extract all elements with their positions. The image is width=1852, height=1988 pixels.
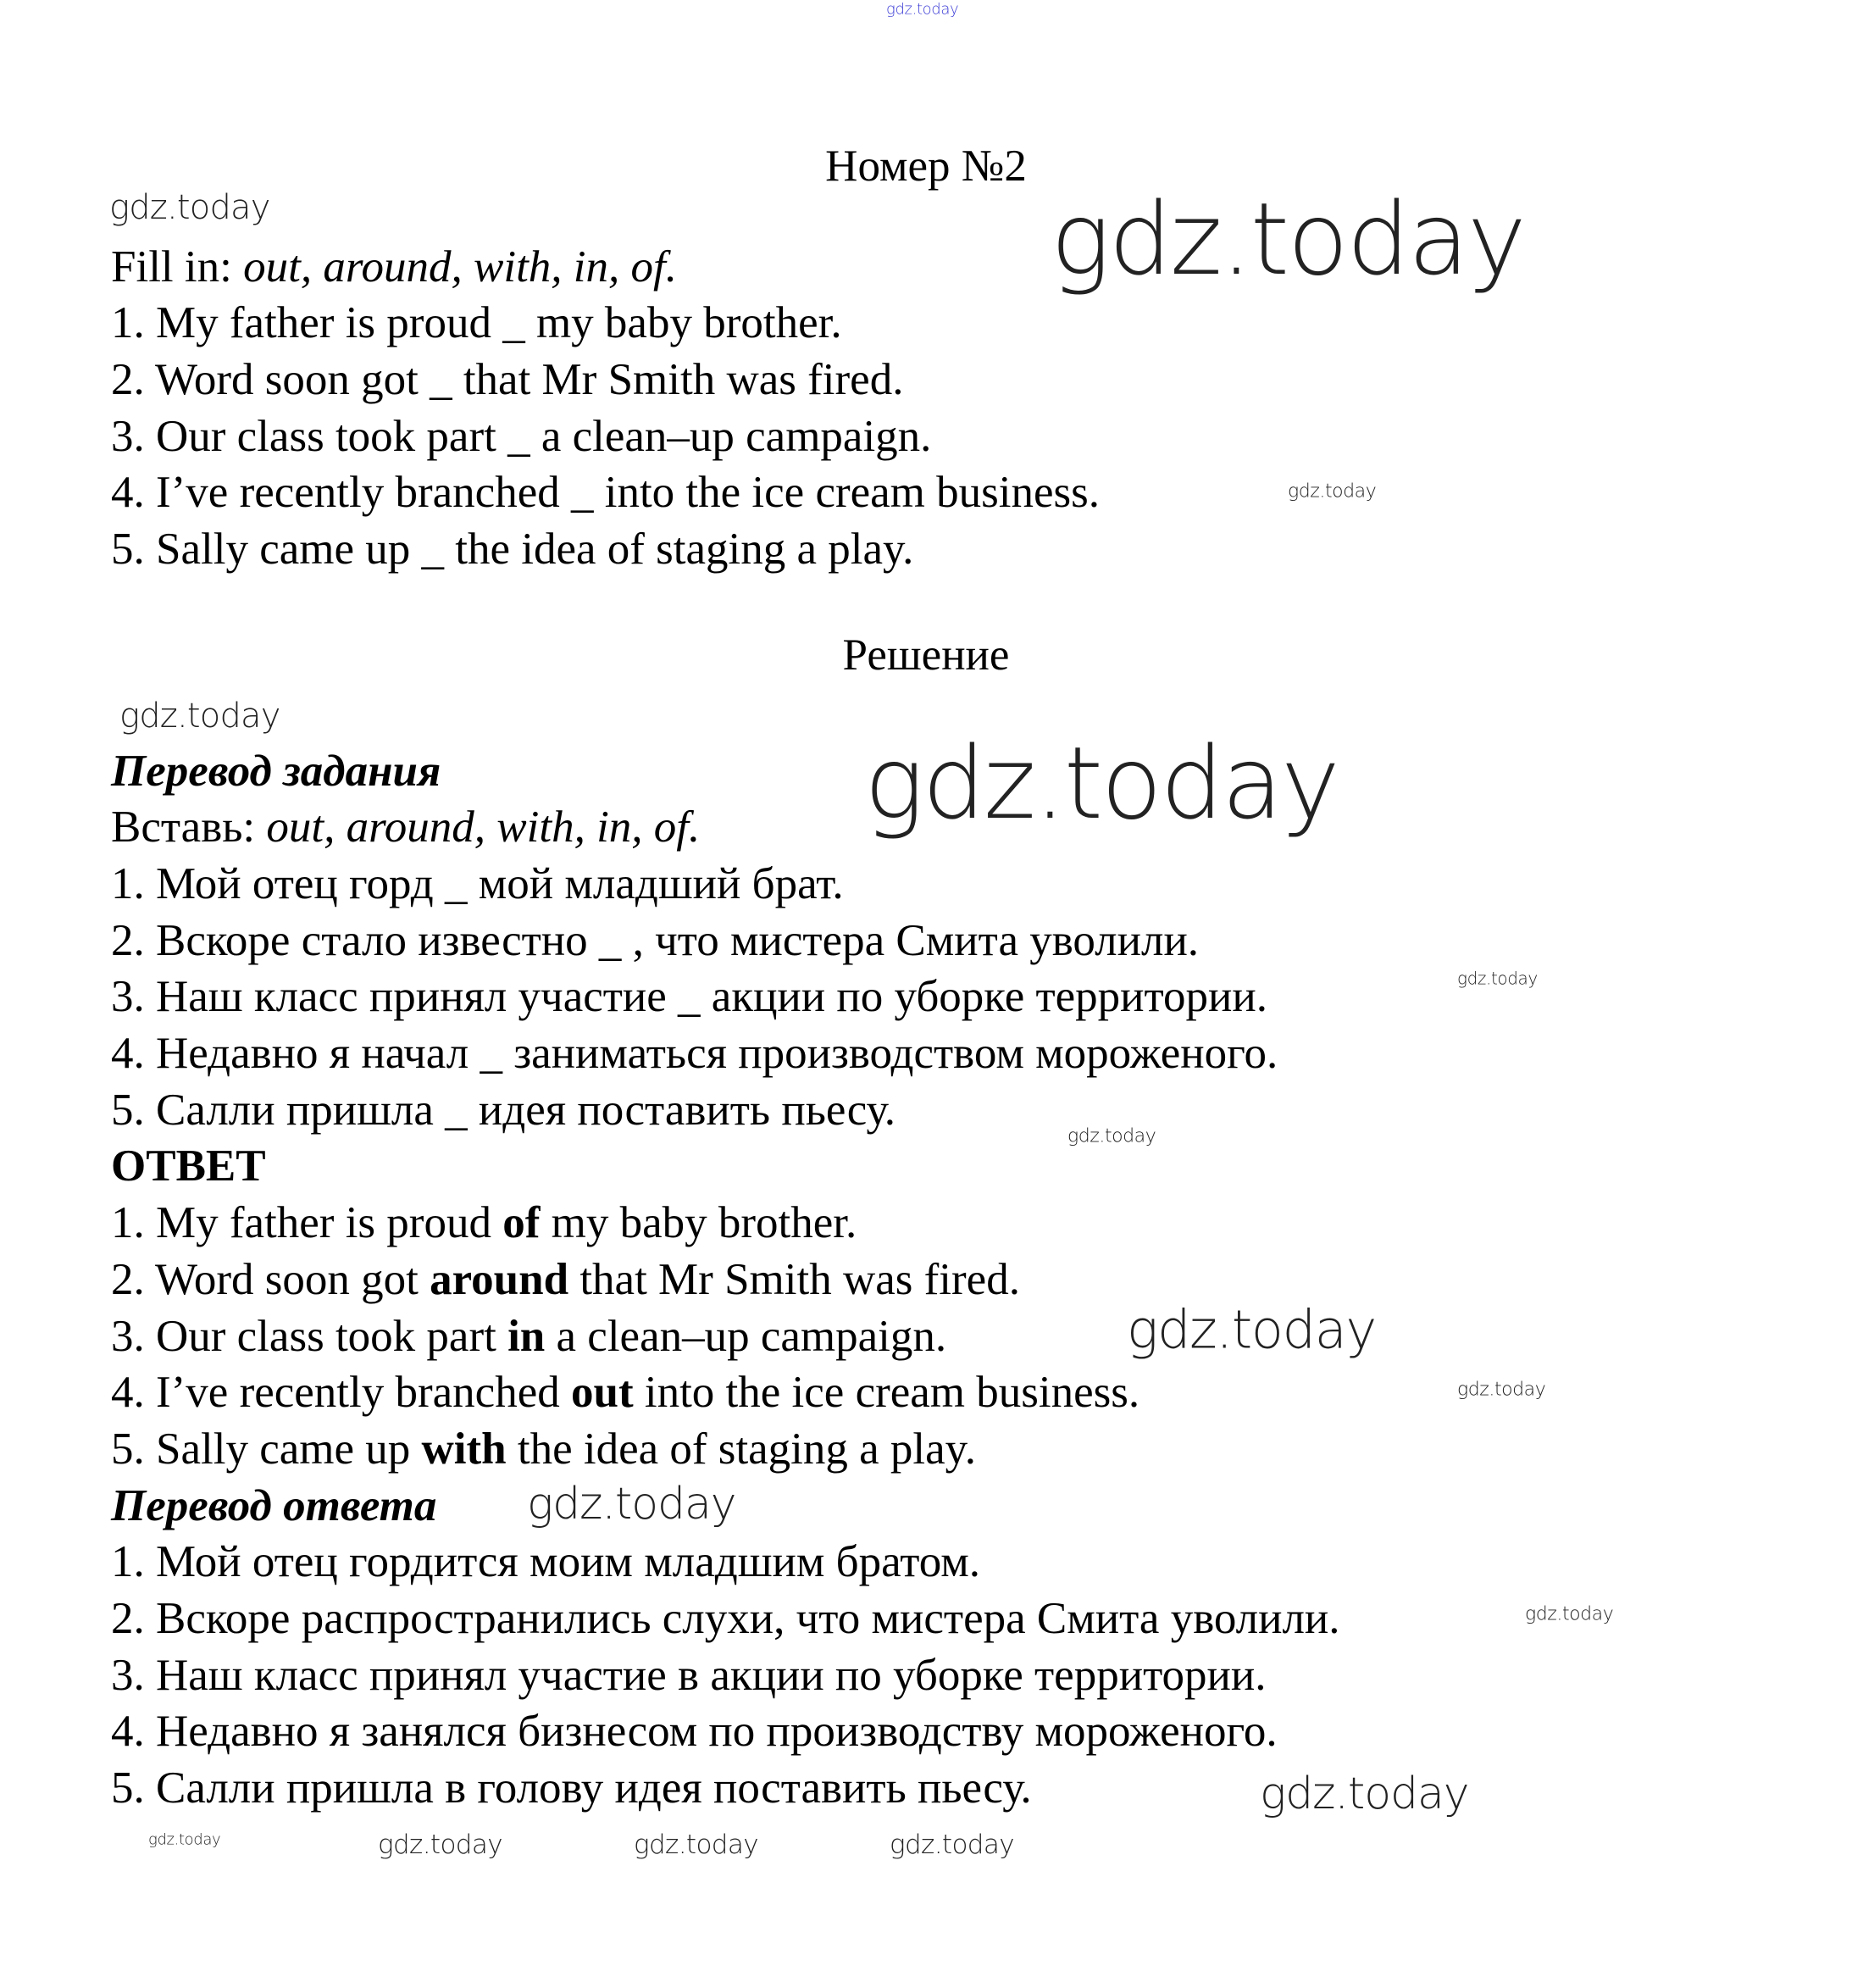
solution-heading: Решение bbox=[842, 630, 1010, 680]
solution-line bbox=[111, 1703, 1278, 1760]
solution-line bbox=[111, 1025, 1278, 1082]
bold-segment: in bbox=[507, 1311, 546, 1361]
solution-line bbox=[111, 1647, 1267, 1704]
watermark: gdz.today bbox=[109, 188, 270, 227]
watermark: gdz.today bbox=[148, 1830, 221, 1849]
text-segment: 1. My father is proud _ my baby brother. bbox=[111, 298, 842, 348]
bold-segment: ОТВЕТ bbox=[111, 1141, 266, 1191]
watermark: gdz.today bbox=[864, 725, 1339, 842]
watermark: gdz.today bbox=[1457, 1379, 1546, 1401]
watermark: gdz.today bbox=[1067, 1125, 1156, 1147]
solution-line bbox=[111, 1591, 1340, 1647]
solution-line bbox=[111, 1364, 1139, 1421]
text-segment: Вставь: bbox=[111, 802, 267, 852]
solution-line bbox=[111, 1082, 896, 1139]
text-segment: into the ice cream business. bbox=[633, 1368, 1140, 1418]
solution-line bbox=[111, 1534, 980, 1591]
task-line bbox=[111, 464, 1100, 521]
task-line bbox=[111, 521, 913, 578]
task-line bbox=[111, 239, 677, 296]
solution-line bbox=[111, 1478, 436, 1535]
text-segment: 5. Sally came up _ the idea of staging a play. bbox=[111, 525, 914, 574]
watermark: gdz.today bbox=[634, 1830, 758, 1861]
bold-segment: out bbox=[570, 1368, 634, 1418]
solution-line bbox=[111, 1421, 976, 1478]
watermark: gdz.today bbox=[527, 1479, 736, 1530]
bold-segment: with bbox=[421, 1424, 507, 1474]
task-line bbox=[111, 295, 842, 352]
watermark: gdz.today bbox=[1260, 1769, 1469, 1820]
solution-line bbox=[111, 1252, 1020, 1308]
solution-line bbox=[111, 799, 700, 856]
text-segment: my baby brother. bbox=[540, 1198, 857, 1248]
bold-segment: of bbox=[502, 1198, 541, 1248]
watermark: gdz.today bbox=[378, 1830, 502, 1861]
watermark: gdz.today bbox=[890, 1830, 1014, 1861]
watermark: gdz.today bbox=[119, 697, 280, 736]
solution-line bbox=[111, 1138, 266, 1195]
text-segment: 4. I’ve recently branched _ into the ice cream business. bbox=[111, 468, 1101, 518]
italic-segment: out, around, with, in, of. bbox=[266, 802, 701, 852]
watermark: gdz.today bbox=[1288, 480, 1377, 503]
text-segment: the idea of staging a play. bbox=[506, 1424, 976, 1474]
solution-line bbox=[111, 856, 844, 913]
solution-line bbox=[111, 1195, 857, 1252]
task-line bbox=[111, 408, 931, 465]
text-segment: 2. Word soon got bbox=[111, 1254, 430, 1304]
text-segment: 5. Sally came up bbox=[111, 1424, 422, 1474]
solution-line bbox=[111, 913, 1199, 969]
text-segment: 1. Мой отец гордится моим младшим братом. bbox=[111, 1537, 981, 1587]
text-segment: 3. Our class took part bbox=[111, 1311, 508, 1361]
solution-line bbox=[111, 1760, 1032, 1817]
text-segment: that Mr Smith was fired. bbox=[568, 1254, 1020, 1304]
watermark: gdz.today bbox=[1525, 1603, 1614, 1625]
page-title: Номер №2 bbox=[825, 142, 1027, 191]
text-segment: 4. I’ve recently branched bbox=[111, 1368, 571, 1418]
text-segment: 5. Салли пришла _ идея поставить пьесу. bbox=[111, 1085, 896, 1135]
italic-segment: out, around, with, in, of. bbox=[243, 242, 677, 292]
text-segment: 2. Word soon got _ that Mr Smith was fired. bbox=[111, 354, 904, 404]
text-segment: Fill in: bbox=[111, 242, 244, 292]
text-segment: 5. Салли пришла в голову идея поставить пьесу. bbox=[111, 1763, 1032, 1813]
text-segment: 3. Our class took part _ a clean–up campaign. bbox=[111, 411, 932, 461]
solution-line bbox=[111, 969, 1267, 1025]
text-segment: 1. Мой отец горд _ мой младший брат. bbox=[111, 858, 844, 908]
text-segment: 3. Наш класс принял участие _ акции по уборке территории. bbox=[111, 972, 1267, 1022]
solution-line bbox=[111, 1308, 946, 1365]
watermark: gdz.today bbox=[1051, 180, 1525, 298]
bold-segment: Перевод ответа bbox=[111, 1480, 437, 1530]
text-segment: 4. Недавно я занялся бизнесом по производству мороженого. bbox=[111, 1707, 1278, 1757]
bold-segment: around bbox=[430, 1254, 569, 1304]
solution-line bbox=[111, 743, 441, 800]
text-segment: 1. My father is proud bbox=[111, 1198, 503, 1248]
task-line bbox=[111, 352, 903, 408]
text-segment: 2. Вскоре распространились слухи, что мистера Смита уволили. bbox=[111, 1594, 1340, 1643]
header-watermark: gdz.today bbox=[886, 0, 959, 19]
text-segment: 4. Недавно я начал _ заниматься производством мороженого. bbox=[111, 1029, 1278, 1078]
bold-segment: Перевод задания bbox=[111, 746, 441, 796]
watermark: gdz.today bbox=[1127, 1298, 1376, 1361]
watermark: gdz.today bbox=[1457, 968, 1538, 989]
text-segment: 3. Наш класс принял участие в акции по уборке территории. bbox=[111, 1650, 1267, 1700]
text-segment: 2. Вскоре стало известно _ , что мистера Смита уволили. bbox=[111, 915, 1200, 965]
text-segment: a clean–up campaign. bbox=[545, 1311, 947, 1361]
